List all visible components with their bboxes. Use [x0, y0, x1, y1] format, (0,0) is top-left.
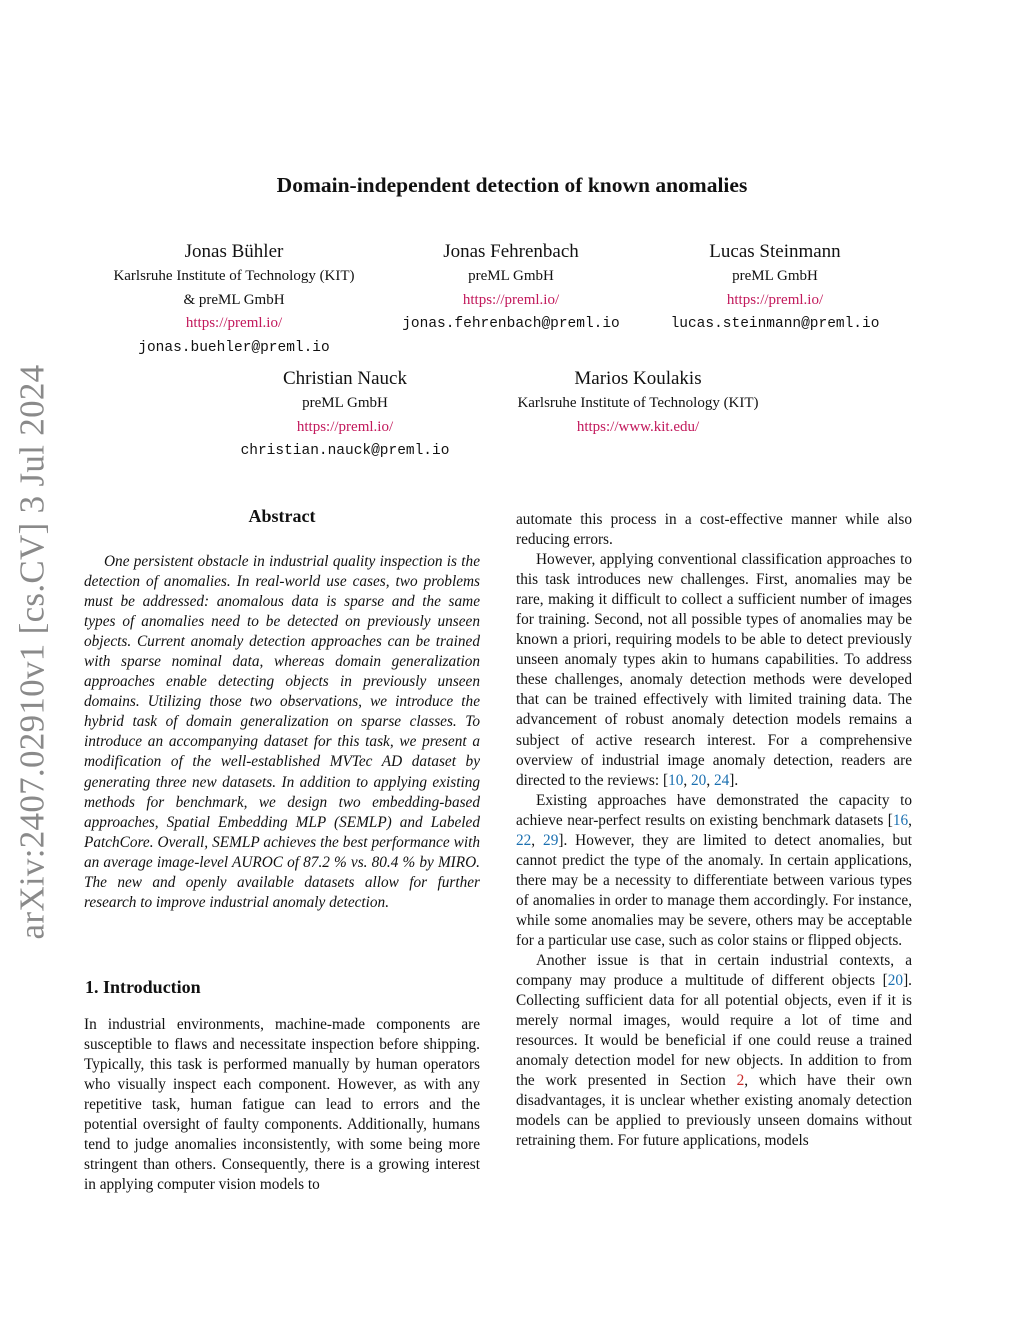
author-block-buehler [104, 239, 364, 360]
intro-paragraph-2: However, applying conventional classification approaches to this task introduces new challenges. First, anomalies may be rare, making it difficult to collect a sufficient number of images for training. Second, not all possible types of anomalies may be known a priori, requiring models to be able to detect previously unseen anomaly types akin to humans capabilities. To address these challenges, anomaly detection methods were developed that can be trained effectively with limited training data. The advancement of robust anomaly detection models remains a subject of active research interest. For a comprehensive overview of industrial image anomaly detection, readers are directed to the reviews: [10, 20, 24]. [516, 551, 912, 789]
abstract-body [84, 552, 480, 913]
author-name: Lucas Steinmann [709, 241, 841, 262]
author-url-link[interactable]: https://preml.io/ [185, 315, 283, 331]
author-block-koulakis [500, 366, 776, 439]
citation-link[interactable]: 20 [887, 972, 904, 990]
author-email[interactable]: jonas.fehrenbach@preml.io [402, 316, 620, 332]
abstract-heading: Abstract [248, 506, 316, 526]
citation-link[interactable]: 20 [691, 771, 707, 789]
citation-link[interactable]: 10 [668, 771, 684, 789]
section-heading-introduction: 1. Introduction [85, 977, 201, 997]
citation-link[interactable]: 24 [713, 771, 730, 789]
author-email[interactable]: lucas.steinmann@preml.io [670, 316, 880, 332]
author-url-link[interactable]: https://www.kit.edu/ [576, 418, 700, 435]
author-name: Jonas Fehrenbach [443, 241, 579, 262]
section-reference-link[interactable]: 2 [736, 1072, 745, 1090]
intro-paragraph-4: Another issue is that in certain industrial contexts, a company may produce a multitude of different objects [20]. Collecting sufficient data for all potential objects, even if it is merely normal images, would require a lot of time and resources. It would be beneficial if one could reuse a trained anomaly detection model for new objects. In addition to from the work presented in Section 2, which have their own disadvantages, it is unclear whether existing anomaly detection models can be applied to previously unseen domains without retraining them. For future applications, models [516, 952, 912, 1150]
author-url-link[interactable]: https://preml.io/ [296, 418, 394, 435]
citation-link[interactable]: 29 [543, 831, 559, 849]
intro-paragraph-3: Existing approaches have demonstrated the capacity to achieve near-perfect results on existing benchmark datasets [16, 22, 29]. However, they are limited to detect anomalies, but cannot predict the type of the anomaly. In certain applications, there may be a necessity to differentiate between various types of anomalies in order to manage them accordingly. For instance, while some anomalies may be severe, others may be acceptable for a particular use case, such as color stains or flipped objects. [516, 791, 913, 949]
citation-link[interactable]: 22 [516, 831, 532, 849]
author-url-link[interactable]: https://preml.io/ [726, 291, 824, 308]
author-affiliation: preML GmbH [468, 268, 554, 284]
author-url-link[interactable]: https://preml.io/ [462, 291, 560, 308]
author-name: Jonas Bühler [184, 241, 284, 262]
author-affiliation: Karlsruhe Institute of Technology (KIT) [517, 395, 759, 411]
citation-link[interactable]: 16 [892, 811, 909, 829]
author-block-nauck [225, 366, 465, 463]
introduction-right-column [516, 510, 912, 1152]
author-email[interactable]: christian.nauck@preml.io [240, 443, 450, 459]
author-affiliation: preML GmbH [732, 268, 818, 284]
arxiv-identifier-stamp [10, 364, 54, 940]
author-name: Christian Nauck [282, 368, 407, 389]
arxiv-identifier-text: arXiv:2407.02910v1 [cs.CV] 3 Jul 2024 [12, 364, 52, 940]
author-block-fehrenbach [380, 239, 642, 336]
paper-title: Domain-independent detection of known anomalies [276, 173, 748, 197]
author-block-steinmann [650, 239, 900, 336]
intro-paragraph-1-continued: automate this process in a cost-effective manner while also reducing errors. [516, 511, 912, 549]
author-affiliation-secondary: & preML GmbH [183, 291, 285, 308]
author-affiliation: preML GmbH [302, 395, 388, 411]
author-email[interactable]: jonas.buehler@preml.io [138, 339, 330, 356]
introduction-left-column [84, 1015, 480, 1195]
intro-paragraph-1: In industrial environments, machine-made components are susceptible to flaws and necessitate inspection before shipping. Typically, this task is performed manually by human operators who visually inspect each component. However, as with any repetitive task, human fatigue can lead to errors and the potential oversight of faulty components. Additionally, humans tend to judge anomalies inconsistently, with some being more stringent than others. Consequently, there is a growing interest in applying computer vision models to [84, 1016, 480, 1194]
author-name: Marios Koulakis [574, 368, 702, 389]
abstract-paragraph: One persistent obstacle in industrial quality inspection is the detection of anomalies. In real-world use cases, two problems must be addressed: anomalous data is sparse and the same types of anomalies need to be detected on previously unseen objects. Current anomaly detection approaches can be trained with sparse nominal data, whereas domain generalization approaches enable detecting objects in previously unseen domains. Utilizing those two observations, we introduce the hybrid task of domain generalization on sparse classes. To introduce an accompanying dataset for this task, we present a modification of the well-established MVTec AD dataset by generating three new datasets. In addition to applying existing methods for benchmark, we design two embedding-based approaches, Spatial Embedding MLP (SEMLP) and Labeled PatchCore. Overall, SEMLP achieves the best performance with an average image-level AUROC of 87.2 % vs. 80.4 % by MIRO. The new and openly available datasets allow for further research to improve industrial anomaly detection. [84, 553, 480, 911]
author-affiliation: Karlsruhe Institute of Technology (KIT) [113, 268, 355, 284]
